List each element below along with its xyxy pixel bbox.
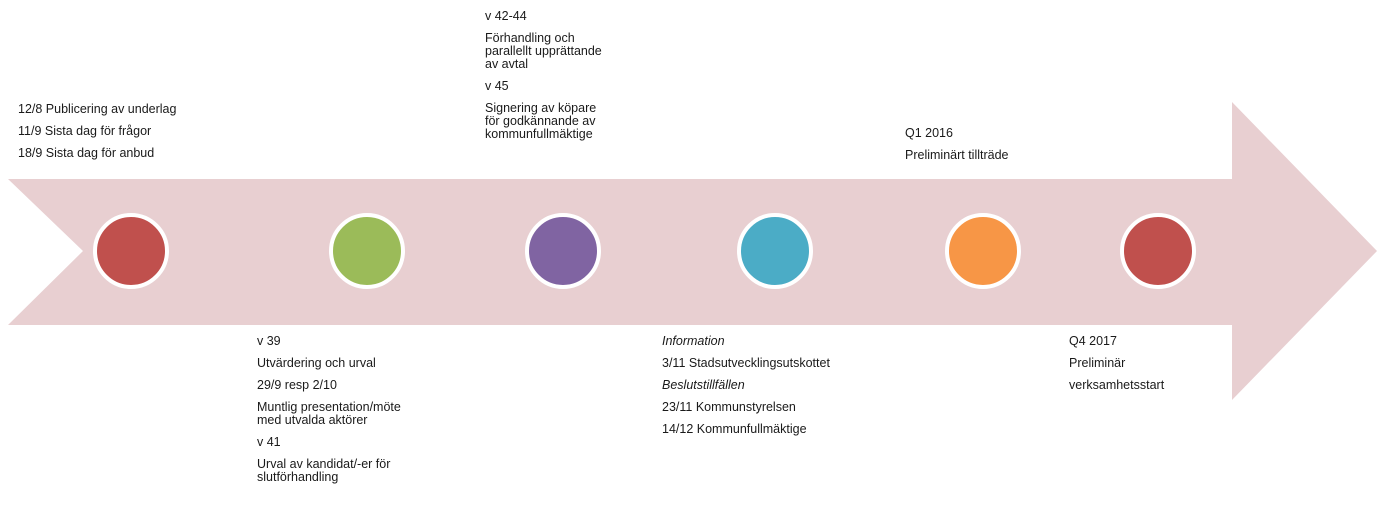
milestone-5-label	[905, 127, 1009, 171]
m2-text-1: Utvärdering och urval	[257, 356, 376, 370]
milestone-3-circle	[527, 215, 599, 287]
m3-text-2	[485, 102, 602, 141]
milestone-4-circle	[739, 215, 811, 287]
m3-week-1: v 42-44	[485, 9, 527, 23]
m4-heading-decisions: Beslutstillfällen	[662, 378, 745, 392]
milestone-3-label	[485, 10, 602, 150]
milestone-6-circle	[1122, 215, 1194, 287]
milestone-2-circle	[331, 215, 403, 287]
m1-line-2: 11/9 Sista dag för frågor	[18, 124, 152, 138]
m3-week-2: v 45	[485, 79, 509, 93]
m3-text-1-line: av avtal	[485, 57, 529, 71]
m3-text-1-line: Förhandling och	[485, 31, 575, 45]
m4-line-3: 14/12 Kommunfullmäktige	[662, 422, 807, 436]
m4-line-1: 3/11 Stadsutvecklingsutskottet	[662, 356, 830, 370]
m2-text-3-line: Urval av kandidat/-er för	[257, 457, 391, 471]
m3-text-2-line: för godkännande av	[485, 114, 596, 128]
m2-week-1: v 39	[257, 334, 281, 348]
m1-line-1: 12/8 Publicering av underlag	[18, 102, 177, 116]
m2-date: 29/9 resp 2/10	[257, 378, 337, 392]
m5-quarter: Q1 2016	[905, 126, 953, 140]
m3-text-1-line: parallellt upprättande	[485, 44, 602, 58]
m6-text-1: Preliminär	[1069, 356, 1126, 370]
m6-quarter: Q4 2017	[1069, 334, 1117, 348]
m4-heading-information: Information	[662, 334, 725, 348]
milestone-6-label	[1069, 335, 1164, 401]
m3-text-1	[485, 32, 602, 71]
m1-line-3: 18/9 Sista dag för anbud	[18, 146, 155, 160]
m4-line-2: 23/11 Kommunstyrelsen	[662, 400, 796, 414]
m2-week-2: v 41	[257, 435, 281, 449]
m2-text-3	[257, 458, 401, 484]
milestone-1-circle	[95, 215, 167, 287]
milestone-5-circle	[947, 215, 1019, 287]
m6-text-2: verksamhetsstart	[1069, 378, 1165, 392]
milestone-2-label	[257, 335, 401, 493]
m2-text-2-line: med utvalda aktörer	[257, 413, 368, 427]
m3-text-2-line: kommunfullmäktige	[485, 127, 593, 141]
milestone-4-label	[662, 335, 830, 445]
milestone-1-label	[18, 103, 176, 169]
m5-text: Preliminärt tillträde	[905, 148, 1009, 162]
m3-text-2-line: Signering av köpare	[485, 101, 597, 115]
m2-text-2	[257, 401, 401, 427]
m2-text-3-line: slutförhandling	[257, 470, 339, 484]
m2-text-2-line: Muntlig presentation/möte	[257, 400, 401, 414]
